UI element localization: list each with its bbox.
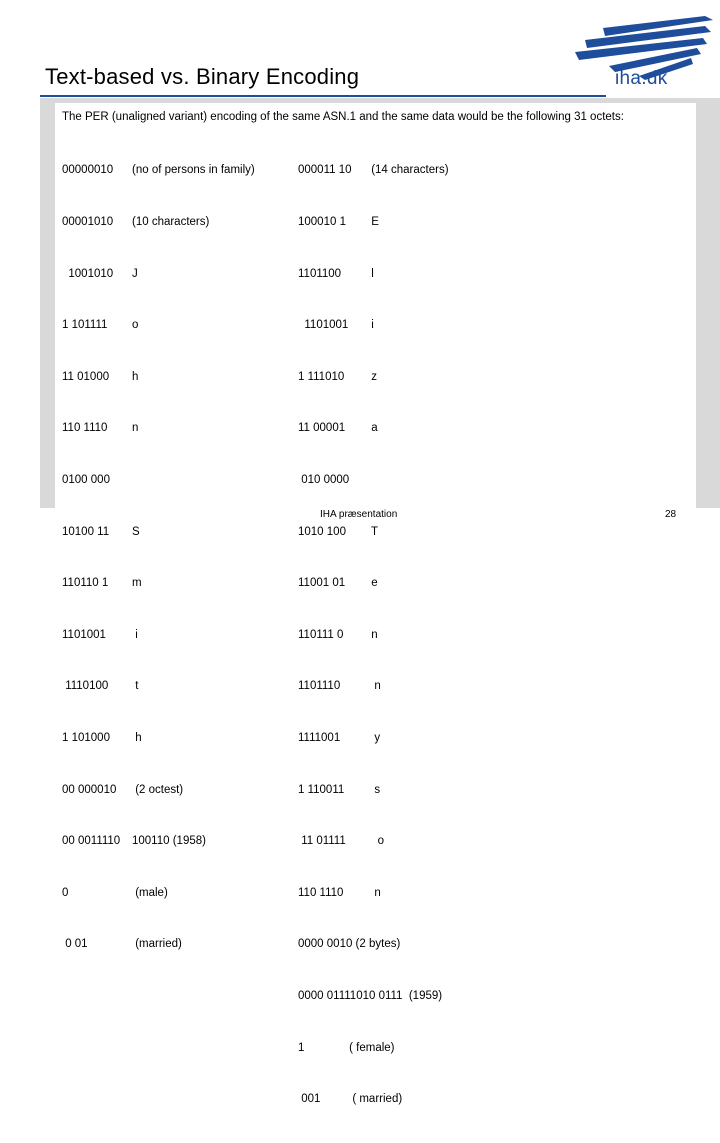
note: a [368, 422, 378, 435]
encoding-row [298, 524, 688, 541]
left-encoding-column [62, 128, 302, 988]
right-encoding-column [298, 128, 688, 1143]
bits: 0 [62, 886, 69, 899]
bits: 00000010 [62, 164, 114, 177]
encoding-row [298, 678, 688, 695]
encoding-row [298, 730, 688, 747]
bits: 110110 1 [62, 577, 109, 590]
note: (married) [132, 938, 182, 951]
bits: 11 01000 [62, 370, 110, 383]
encoding-row [62, 420, 302, 437]
full-line: 001 ( married) [298, 1093, 403, 1106]
bits: 1 101000 [62, 731, 110, 744]
bits: 00 0011110 [62, 835, 121, 848]
bits: 00 000010 [62, 783, 117, 796]
title-divider [40, 95, 606, 97]
bits: 1101001 [62, 628, 106, 641]
bits: 1010 100 [298, 525, 346, 538]
note: (10 characters) [132, 216, 210, 228]
bits: 100010 1 [298, 216, 346, 228]
note: n [368, 886, 381, 899]
bits: 0 01 [62, 938, 88, 951]
footer-text: IHA præsentation [320, 509, 398, 520]
note: T [368, 525, 379, 538]
encoding-row [298, 936, 688, 953]
slide-title: Text-based vs. Binary Encoding [45, 64, 360, 89]
note: n [368, 628, 378, 641]
encoding-row [298, 317, 688, 334]
bits: 11001 01 [298, 577, 346, 590]
bits: 1 111010 [298, 370, 345, 383]
bits: 1 110011 [298, 783, 345, 796]
note: (2 octest) [132, 783, 184, 796]
note: o [368, 835, 384, 848]
encoding-row [62, 678, 302, 695]
encoding-row [298, 162, 688, 179]
bits: 010 0000 [298, 473, 350, 486]
note: n [132, 422, 139, 435]
note: l [368, 267, 374, 280]
bits: 1101110 [298, 680, 341, 693]
encoding-row [62, 936, 302, 953]
encoding-row [62, 214, 302, 231]
note: i [132, 628, 138, 641]
note: E [368, 216, 379, 228]
bits: 1101100 [298, 267, 342, 280]
note: h [132, 370, 139, 383]
note: (male) [132, 886, 168, 899]
bits: 110 1110 [298, 886, 344, 899]
encoding-row [298, 627, 688, 644]
bits: 10100 11 [62, 525, 110, 538]
bits: 1110100 [62, 680, 109, 693]
note: m [132, 577, 142, 590]
encoding-row [298, 266, 688, 283]
encoding-row [62, 317, 302, 334]
bits: 1 101111 [62, 319, 108, 332]
encoding-row [298, 833, 688, 850]
encoding-row [62, 885, 302, 902]
encoding-row [298, 988, 688, 1005]
encoding-row [62, 524, 302, 541]
note: J [132, 267, 138, 280]
bits: 110 1110 [62, 422, 108, 435]
encoding-row [62, 782, 302, 799]
note: n [368, 680, 381, 693]
encoding-row [298, 369, 688, 386]
bits: 1101001 [298, 319, 349, 332]
bits: 11 01111 [298, 835, 346, 848]
encoding-row [298, 782, 688, 799]
note: z [368, 370, 377, 383]
encoding-row [62, 833, 302, 850]
note: s [368, 783, 381, 796]
encoding-row [62, 472, 302, 489]
encoding-row [298, 1091, 688, 1108]
encoding-row [298, 214, 688, 231]
encoding-row [298, 1040, 688, 1057]
encoding-row [298, 885, 688, 902]
full-line: 0000 0010 (2 bytes) [298, 938, 401, 951]
encoding-row [62, 575, 302, 592]
note: t [132, 680, 139, 693]
note: 100110 (1958) [132, 835, 206, 848]
logo-text: iha.dk [615, 68, 668, 89]
encoding-row [62, 266, 302, 283]
note: y [368, 731, 381, 744]
encoding-row [298, 575, 688, 592]
bits: 11 00001 [298, 422, 346, 435]
bits: 000011 10 [298, 164, 352, 177]
note: i [368, 319, 374, 332]
encoding-row [298, 472, 688, 489]
full-line: 1 ( female) [298, 1041, 395, 1054]
bits: 110111 0 [298, 628, 344, 641]
note: e [368, 577, 378, 590]
note: (14 characters) [368, 164, 449, 177]
encoding-row [62, 162, 302, 179]
encoding-row [62, 730, 302, 747]
intro-text: The PER (unaligned variant) encoding of the same ASN.1 and the same data would be the following 31 octets: [62, 111, 624, 123]
full-line: 0000 01111010 0111 (1959) [298, 989, 443, 1002]
note: (no of persons in family) [132, 164, 255, 177]
bits: 1111001 [298, 731, 341, 744]
page-number: 28 [665, 509, 677, 520]
note: S [132, 525, 140, 538]
note: o [132, 319, 139, 332]
encoding-row [62, 369, 302, 386]
encoding-row [62, 627, 302, 644]
bits: 0100 000 [62, 473, 110, 486]
note: h [132, 731, 142, 744]
bits: 1001010 [62, 267, 114, 280]
encoding-row [298, 420, 688, 437]
bits: 00001010 [62, 216, 114, 228]
